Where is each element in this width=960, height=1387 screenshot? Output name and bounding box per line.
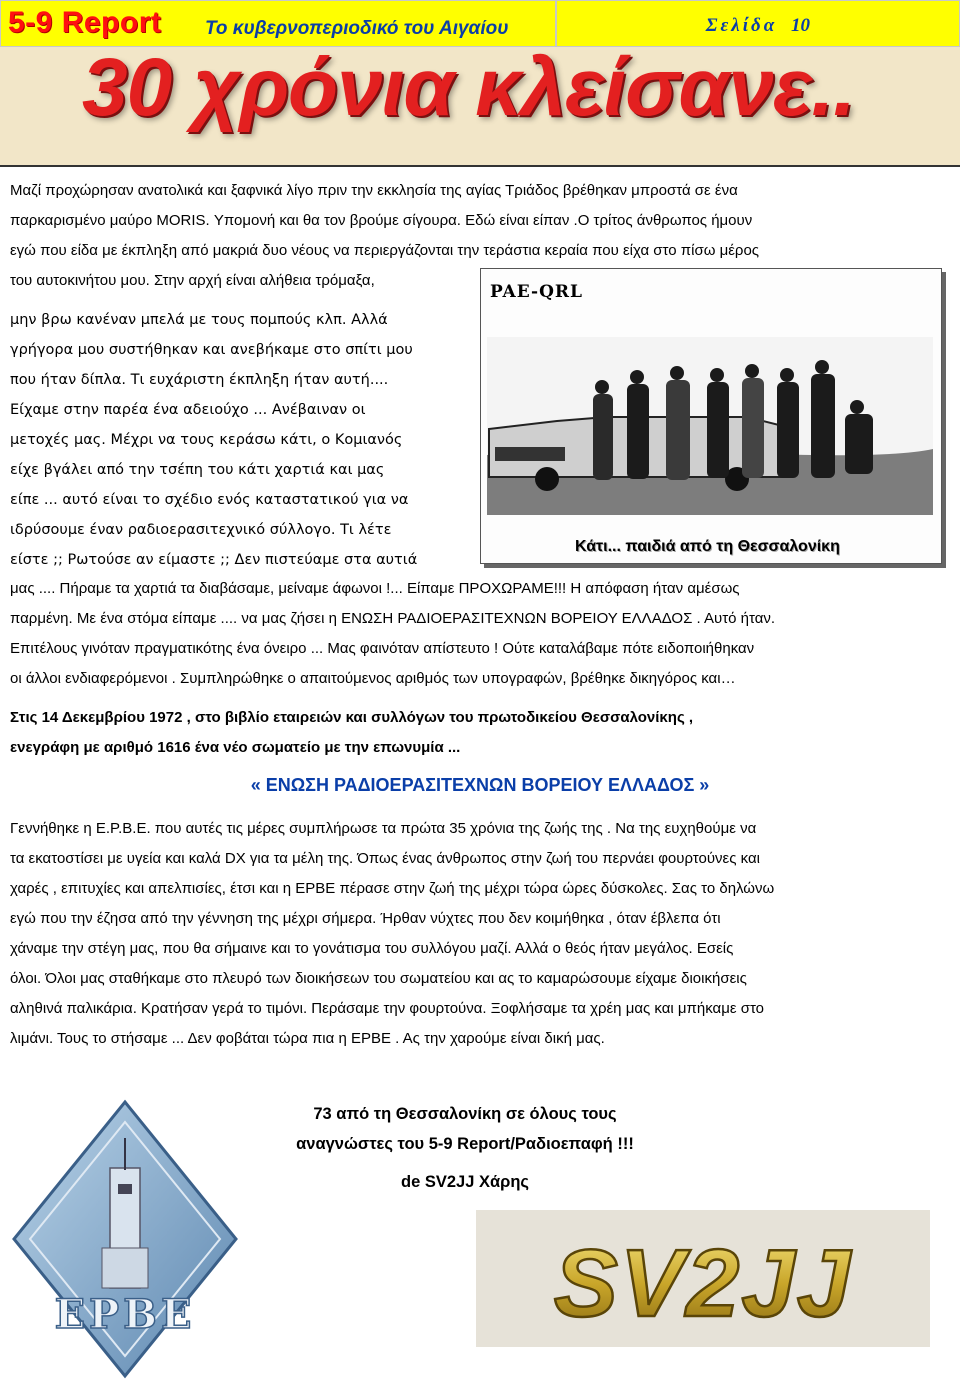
erbe-letters: ΕΡΒΕ bbox=[54, 1291, 196, 1338]
page-number: 10 bbox=[791, 15, 810, 36]
body-line: Επιτέλους γινόταν πραγματικότης ένα όνειρο ... Μας φαινόταν απίστευτο ! Ούτε καταλάβαμε πότε ειδοποιήθηκαν bbox=[10, 640, 755, 657]
group-photo bbox=[480, 268, 942, 564]
side-line: γρήγορα μου συστήθηκαν και ανεβήκαμε στο σπίτι μου bbox=[10, 342, 413, 358]
magazine-logo: 5-9 Report bbox=[8, 6, 162, 39]
side-line: είστε ;; Ρωτούσε αν είμαστε ;; Δεν πιστεύαμε στα αυτιά bbox=[10, 552, 418, 568]
closing-line: τα εκατοστίσει με υγεία και καλά DX για τα μέλη της. Όπως ένας άνθρωπος στην ζωή του περνάει φουρτούνες και bbox=[10, 850, 760, 867]
body-line: παρμένη. Με ένα στόμα είπαμε .... να μας ζήσει η ΕΝΩΣΗ ΡΑΔΙΟΕΡΑΣΙΤΕΧΝΩΝ ΒΟΡΕΙΟΥ ΕΛΛΑΔΟΣ . Αυτό ήταν. bbox=[10, 610, 776, 627]
photo-sign-text: PAE-QRL bbox=[490, 282, 583, 302]
callsign-text: SV2JJ bbox=[553, 1230, 853, 1337]
side-line: είπε ... αυτό είναι το σχέδιο ενός καταστατικού για να bbox=[10, 492, 409, 508]
callsign-logo-box bbox=[476, 1210, 930, 1347]
intro-line: Μαζί προχώρησαν ανατολικά και ξαφνικά λίγο πριν την εκκλησία της αγίας Τριάδος βρέθηκαν μπροστά σε ένα bbox=[10, 182, 738, 199]
signoff-line: αναγνώστες του 5-9 Report/Ραδιοεπαφή !!! bbox=[296, 1135, 634, 1153]
intro-line: παρκαρισμένο μαύρο MORIS. Υπομονή και θα τον βρούμε σίγουρα. Εδώ είναι είπαν .Ο τρίτος άνθρωπος ήμουν bbox=[10, 212, 753, 229]
closing-line: χάναμε την στέγη μας, που θα σήμαινε και το γονάτισμα του συλλόγου μαζί. Αλλά ο θεός ήταν μεγάλος. Εσείς bbox=[10, 940, 734, 957]
header-divider bbox=[0, 165, 960, 167]
intro-line: του αυτοκινήτου μου. Στην αρχή είναι αλήθεια τρόμαξα, bbox=[10, 272, 375, 289]
photo-scene bbox=[487, 337, 933, 515]
signoff-author: de SV2JJ Χάρης bbox=[401, 1173, 529, 1191]
banner-title: 30 χρόνια κλείσανε.. bbox=[82, 47, 855, 133]
side-line: μην βρω κανέναν μπελά με τους πομπούς κλπ. Αλλά bbox=[10, 312, 388, 328]
callsign-logo bbox=[476, 1210, 930, 1347]
side-line: είχε βγάλει από την τσέπη του κάτι χαρτιά και μας bbox=[10, 462, 385, 478]
page-label: Σελίδα bbox=[705, 15, 778, 36]
signoff-line: 73 από τη Θεσσαλονίκη σε όλους τους bbox=[313, 1105, 617, 1123]
photo-caption: Κάτι... παιδιά από τη Θεσσαλονίκη bbox=[575, 538, 840, 555]
registration-line: Στις 14 Δεκεμβρίου 1972 , στο βιβλίο εταιρειών και συλλόγων του πρωτοδικείου Θεσσαλονίκης , bbox=[10, 709, 694, 726]
body-line: οι άλλοι ενδιαφερόμενοι . Συμπληρώθηκε ο απαιτούμενος αριθμός των υπογραφών, βρέθηκε δικηγόρος και… bbox=[10, 670, 736, 687]
closing-line: Γεννήθηκε η Ε.Ρ.Β.Ε. που αυτές τις μέρες συμπλήρωσε τα πρώτα 35 χρόνια της ζωής της . Να της ευχηθούμε να bbox=[10, 820, 757, 837]
closing-line: όλοι. Όλοι μας σταθήκαμε στο πλευρό των διοικήσεων του σωματείου και ας το καμαρώσουμε είχαμε διοικήσεις bbox=[10, 970, 747, 987]
side-line: Είχαμε στην παρέα ένα αδειούχο ... Ανέβαιναν οι bbox=[10, 402, 366, 418]
association-title: « ΕΝΩΣΗ ΡΑΔΙΟΕΡΑΣΙΤΕΧΝΩΝ ΒΟΡΕΙΟΥ ΕΛΛΑΔΟΣ » bbox=[250, 775, 710, 795]
side-line: που ήταν δίπλα. Τι ευχάριστη έκπληξη ήταν αυτή.... bbox=[10, 372, 389, 388]
magazine-subtitle: Το κυβερνοπεριοδικό του Αιγαίου bbox=[205, 18, 509, 39]
intro-line: εγώ που είδα με έκπληξη από μακριά δυο νέους να περιεργάζονται την τεράστια κεραία που είχα στο πίσω μέρος bbox=[10, 242, 760, 259]
page-indicator bbox=[706, 15, 810, 37]
title-banner bbox=[0, 47, 960, 165]
closing-line: εγώ που την έζησα από την γέννηση της μέχρι σήμερα. Ήρθαν νύχτες που δεν κοιμήθηκα , όταν έβλεπα ότι bbox=[10, 910, 721, 927]
body-line: μας .... Πήραμε τα χαρτιά τα διαβάσαμε, μείναμε άφωνοι !... Είπαμε ΠΡΟΧΩΡΑΜΕ!!! Η απόφαση ήταν αμέσως bbox=[10, 580, 740, 597]
side-line: μετοχές μας. Μέχρι να τους κεράσω κάτι, ο Κομιανός bbox=[10, 432, 403, 448]
closing-line: λιμάνι. Τους το στήσαμε ... Δεν φοβάται τώρα πια η ΕΡΒΕ . Ας την χαρούμε είναι δική μας. bbox=[10, 1030, 605, 1047]
registration-line: ενεγράφη με αριθμό 1616 ένα νέο σωματείο με την επωνυμία ... bbox=[10, 739, 461, 756]
side-line: ιδρύσουμε έναν ραδιοερασιτεχνικό σύλλογο. Τι λέτε bbox=[10, 522, 392, 538]
closing-line: αληθινά παλικάρια. Κρατήσαν γερά το τιμόνι. Περάσαμε την φουρτούνα. Ξοφλήσαμε τα χρέη μας και μπήκαμε στο bbox=[10, 1000, 765, 1017]
closing-line: χαρές , επιτυχίες και απελπισίες, έτσι και η ΕΡΒΕ πέρασε στην ζωή της μέχρι τώρα ώρες δύσκολες. Σας το δηλώνω bbox=[10, 880, 775, 897]
